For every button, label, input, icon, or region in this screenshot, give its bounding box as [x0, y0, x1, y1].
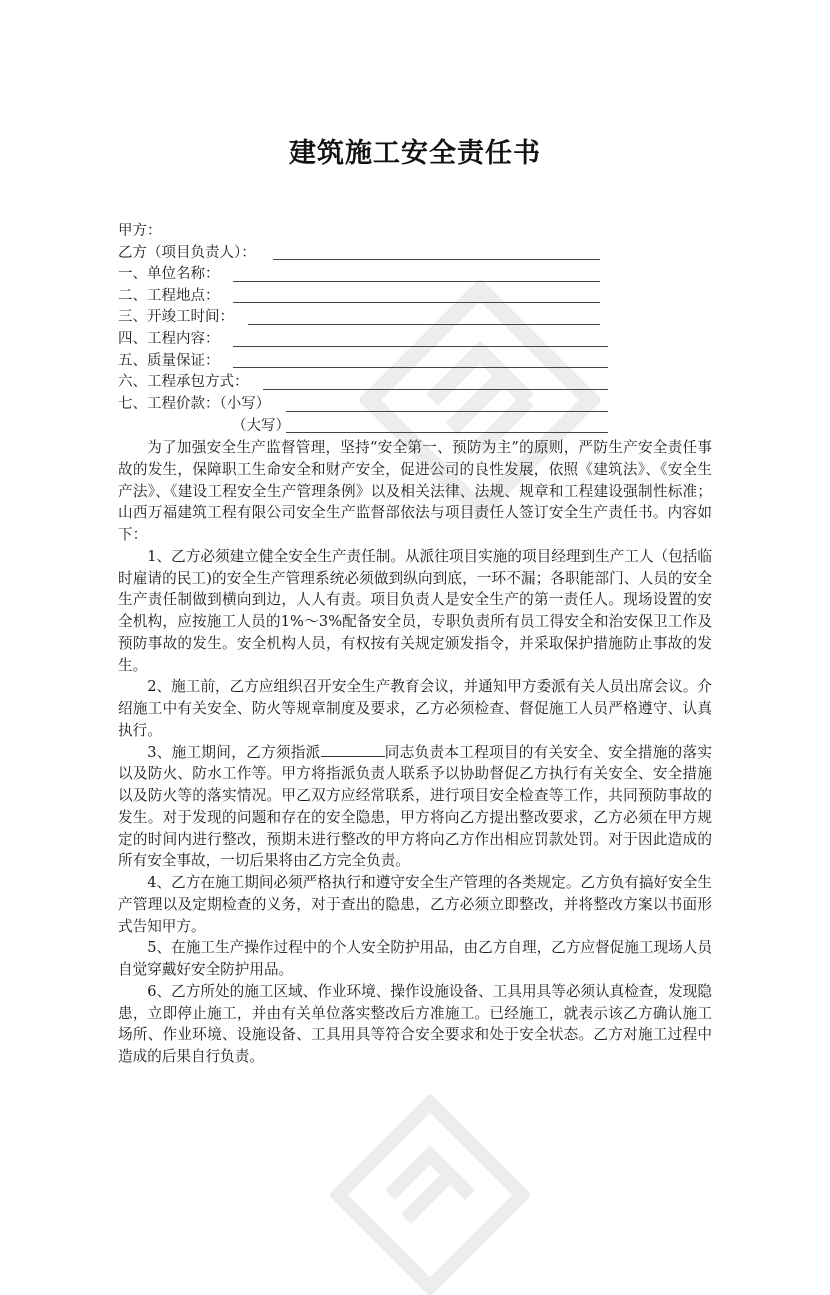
start-end-time-label: 三、开竣工时间：: [118, 309, 234, 325]
watermark-logo-icon: [330, 1095, 530, 1295]
party-b-input-line[interactable]: [273, 259, 600, 260]
assignee-blank-line[interactable]: [321, 742, 385, 757]
clause-1: 1、乙方必须建立健全安全生产责任制。从派往项目实施的项目经理到生产工人（包括临时雇请的民工)的安全生产管理系统必须做到纵向到底，一环不漏；各职能部门、人员的安全生产责任制做到横向到边，人人有责。项目负责人是安全生产的第一责任人。现场设置的安全机构，应按施工人员的1%～3%配备安全员，专职负责所有员工得安全和治安保卫工作及预防事故的发生。安全机构人员，有权按有关规定颁发指令，并采取保护措施防止事故的发生。: [118, 547, 712, 674]
clause-3-text-before: 3、施工期间，乙方须指派: [147, 743, 321, 761]
price-lowercase-input-line[interactable]: [286, 411, 608, 412]
intro-paragraph: 为了加强安全生产监督管理，坚持“安全第一、预防为主”的原则，严防生产安全责任事故的发生，保障职工生命安全和财产安全，促进公司的良性发展，依照《建筑法》、《安全生产法》、《建设工程安全生产管理条例》以及相关法律、法规、规章和工程建设强制性标准；山西万福建筑工程有限公司安全生产监督部依法与项目责任人签订安全生产责任书。内容如下：: [118, 439, 712, 543]
clause-5: 5、在施工生产操作过程中的个人安全防护用品，由乙方自理，乙方应督促施工现场人员自觉穿戴好安全防护用品。: [118, 939, 712, 978]
contract-method-label: 六、工程承包方式：: [118, 374, 249, 390]
clause-6: 6、乙方所处的施工区域、作业环境、操作设施设备、工具用具等必须认真检查，发现隐患，立即停止施工，并由有关单位落实整改后方准施工。已经施工，就表示该乙方确认施工场所、作业环境、设施设备、工具用具等符合安全要求和处于安全状态。乙方对施工过程中造成的后果自行负责。: [118, 982, 712, 1065]
quality-assurance-label: 五、质量保证：: [118, 353, 220, 369]
start-end-time-input-line[interactable]: [248, 324, 600, 325]
quality-assurance-input-line[interactable]: [233, 367, 608, 368]
party-a-label: 甲方：: [118, 223, 162, 239]
price-uppercase-label: （大写）: [232, 418, 290, 434]
project-content-label: 四、工程内容：: [118, 331, 220, 347]
clause-4: 4、乙方在施工期间必须严格执行和遵守安全生产管理的各类规定。乙方负有搞好安全生产管理以及定期检查的义务，对于查出的隐患，乙方必须立即整改，并将整改方案以书面形式告知甲方。: [118, 874, 712, 935]
price-lowercase-label: 七、工程价款：（小写）: [118, 396, 271, 412]
clause-3: [118, 742, 712, 873]
document-body: [118, 437, 712, 1068]
contract-method-input-line[interactable]: [263, 389, 608, 390]
clause-3-text-after: 同志负责本工程项目的有关安全、安全措施的落实以及防火、防水工作等。甲方将指派负责人联系予以协助督促乙方执行有关安全、安全措施以及防火等的落实情况。甲乙双方应经常联系，进行项目安全检查等工作，共同预防事故的发生。对于发现的问题和存在的安全隐患，甲方将向乙方提出整改要求，乙方必须在甲方规定的时间内进行整改，预期未进行整改的甲方将向乙方作出相应罚款处罚。对于因此造成的所有安全事故，一切后果将由乙方完全负责。: [118, 743, 712, 870]
unit-name-input-line[interactable]: [233, 281, 600, 282]
clause-2: 2、施工前，乙方应组织召开安全生产教育会议，并通知甲方委派有关人员出席会议。介绍施工中有关安全、防火等规章制度及要求，乙方必须检查、督促施工人员严格遵守、认真执行。: [118, 678, 712, 739]
project-location-input-line[interactable]: [233, 302, 600, 303]
unit-name-label: 一、单位名称：: [118, 266, 220, 282]
party-b-label: 乙方（项目负责人）：: [118, 245, 256, 261]
project-content-input-line[interactable]: [233, 346, 608, 347]
price-uppercase-input-line[interactable]: [286, 432, 608, 433]
project-location-label: 二、工程地点：: [118, 288, 220, 304]
document-title: 建筑施工安全责任书: [289, 138, 541, 169]
